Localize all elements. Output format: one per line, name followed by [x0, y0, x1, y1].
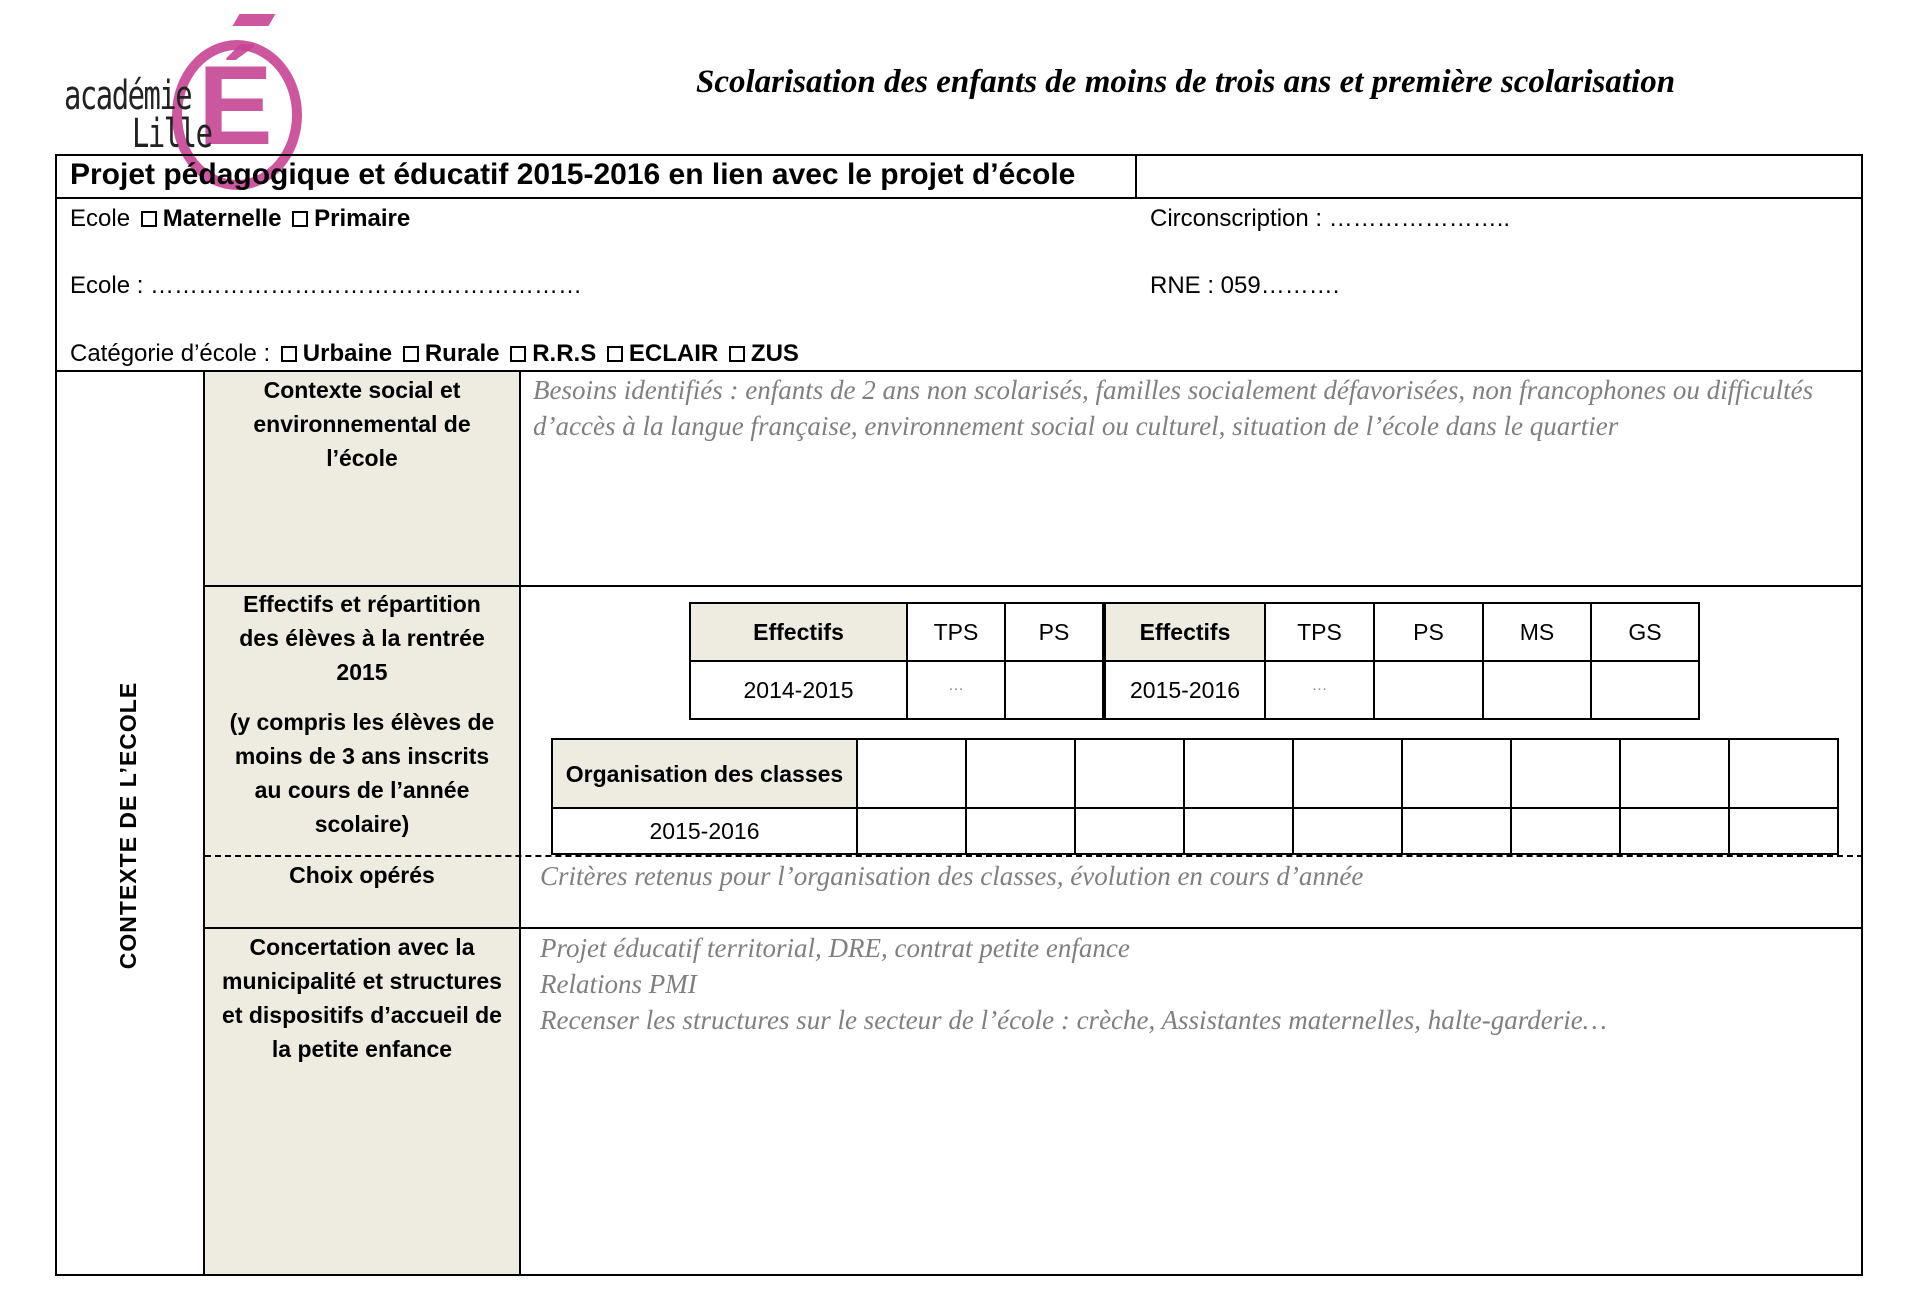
org-cell[interactable]	[1184, 739, 1293, 808]
checkbox-eclair[interactable]	[607, 346, 623, 362]
cell-tps[interactable]	[907, 661, 1005, 719]
effectifs-2015-table	[1104, 602, 1700, 720]
logo-accent	[233, 14, 276, 26]
option-primaire: Primaire	[314, 205, 411, 232]
org-cell[interactable]	[1729, 808, 1838, 854]
option-rurale: Rurale	[424, 340, 500, 367]
section-vertical-label-wrap	[55, 681, 203, 969]
org-cell[interactable]	[1075, 739, 1184, 808]
header-tps: TPS	[907, 603, 1005, 661]
cell-tps[interactable]	[1265, 661, 1374, 719]
school-type-label: Ecole	[70, 205, 131, 232]
row-hint-choix[interactable]: Critères retenus pour l’organisation des classes, évolution en cours d’année	[540, 861, 1364, 891]
table-row	[1105, 603, 1699, 661]
org-cell[interactable]	[1293, 808, 1402, 854]
row-divider-3	[205, 927, 1863, 929]
table-row	[1105, 661, 1699, 719]
table-row	[690, 661, 1103, 719]
org-cell[interactable]	[966, 808, 1075, 854]
effectifs-2014-table	[689, 602, 1104, 720]
org-cell[interactable]	[857, 739, 966, 808]
org-cell[interactable]	[1511, 808, 1620, 854]
rne-field[interactable]: RNE : 059……….	[1150, 272, 1340, 299]
logo-line2: Lille	[132, 111, 212, 157]
option-maternelle: Maternelle	[162, 205, 282, 232]
org-cell[interactable]	[1402, 808, 1511, 854]
checkbox-rurale[interactable]	[403, 346, 419, 362]
checkbox-rrs[interactable]	[510, 346, 526, 362]
form-title: Projet pédagogique et éducatif 2015-2016 en lien avec le projet d’école	[70, 158, 1076, 191]
category-row	[70, 340, 799, 368]
option-urbaine: Urbaine	[302, 340, 393, 367]
cell-tps-value: …	[948, 676, 964, 694]
section-vertical-label: CONTEXTE DE L’ECOLE	[115, 681, 142, 969]
checkbox-maternelle[interactable]	[141, 211, 157, 227]
org-cell[interactable]	[1184, 808, 1293, 854]
row-divider-2-dashed	[205, 855, 1863, 857]
logo-line1: académie	[64, 73, 192, 119]
header-gs: GS	[1591, 603, 1699, 661]
org-cell[interactable]	[966, 739, 1075, 808]
header-effectifs: Effectifs	[690, 603, 907, 661]
row-hint-concertation-1[interactable]: Projet éducatif territorial, DRE, contrat petite enfance	[540, 933, 1130, 963]
option-eclair: ECLAIR	[628, 340, 719, 367]
org-cell[interactable]	[1729, 739, 1838, 808]
category-label: Catégorie d’école :	[70, 340, 271, 367]
row-hint-concertation-3[interactable]: Recenser les structures sur le secteur de l’école : crèche, Assistantes maternelles, halte-garderie…	[540, 1005, 1607, 1035]
school-name-field[interactable]: Ecole : ………………………………………………	[70, 272, 583, 299]
school-type-row	[70, 205, 410, 233]
left-column-divider	[203, 370, 205, 1276]
option-zus: ZUS	[750, 340, 799, 367]
org-cell[interactable]	[1620, 739, 1729, 808]
checkbox-primaire[interactable]	[292, 211, 308, 227]
header-tps: TPS	[1265, 603, 1374, 661]
row-year: 2015-2016	[1105, 661, 1265, 719]
header-effectifs: Effectifs	[1105, 603, 1265, 661]
org-cell[interactable]	[1075, 808, 1184, 854]
cell-gs[interactable]	[1591, 661, 1699, 719]
organisation-table	[551, 738, 1839, 855]
org-cell[interactable]	[857, 808, 966, 854]
row-label-effectifs-note: (y compris les élèves de moins de 3 ans inscrits au cours de l’année scolaire)	[229, 709, 495, 837]
org-cell[interactable]	[1620, 808, 1729, 854]
circonscription-field[interactable]: Circonscription : …………………..	[1150, 205, 1511, 232]
option-rrs: R.R.S	[532, 340, 597, 367]
header-organisation: Organisation des classes	[552, 739, 857, 808]
checkbox-zus[interactable]	[729, 346, 745, 362]
cell-ps[interactable]	[1005, 661, 1103, 719]
page-header-title: Scolarisation des enfants de moins de trois ans et première scolarisation	[696, 64, 1676, 100]
table-row	[552, 739, 1838, 808]
row-label-choix: Choix opérés	[289, 862, 435, 888]
row-year: 2015-2016	[552, 808, 857, 854]
table-row	[690, 603, 1103, 661]
row-year: 2014-2015	[690, 661, 907, 719]
header-ps: PS	[1374, 603, 1483, 661]
org-cell[interactable]	[1293, 739, 1402, 808]
checkbox-urbaine[interactable]	[281, 346, 297, 362]
org-cell[interactable]	[1511, 739, 1620, 808]
row-hint-contexte[interactable]: Besoins identifiés : enfants de 2 ans non scolarisés, familles socialement défavorisées, non francophones ou difficultés d’accès à la langue française, environnement social ou culturel, situation de l’école dans le quartier	[533, 375, 1814, 441]
title-empty-cell[interactable]	[1137, 156, 1861, 197]
cell-ms[interactable]	[1483, 661, 1591, 719]
academie-lille-logo	[60, 14, 300, 174]
title-bottom-line	[55, 197, 1863, 199]
cell-ps[interactable]	[1374, 661, 1483, 719]
logo-emblem: É	[198, 43, 273, 168]
org-cell[interactable]	[1402, 739, 1511, 808]
header-ms: MS	[1483, 603, 1591, 661]
row-label-effectifs: Effectifs et répartition des élèves à la rentrée 2015	[239, 591, 485, 685]
header-ps: PS	[1005, 603, 1103, 661]
row-hint-concertation-2[interactable]: Relations PMI	[540, 969, 697, 999]
table-row	[552, 808, 1838, 854]
cell-tps-value: …	[1311, 676, 1328, 694]
row-label-contexte: Contexte social et environnemental de l’école	[253, 377, 471, 471]
row-label-concertation: Concertation avec la municipalité et structures et dispositifs d’accueil de la petite enfance	[222, 934, 502, 1062]
label-column-divider	[519, 370, 521, 1276]
